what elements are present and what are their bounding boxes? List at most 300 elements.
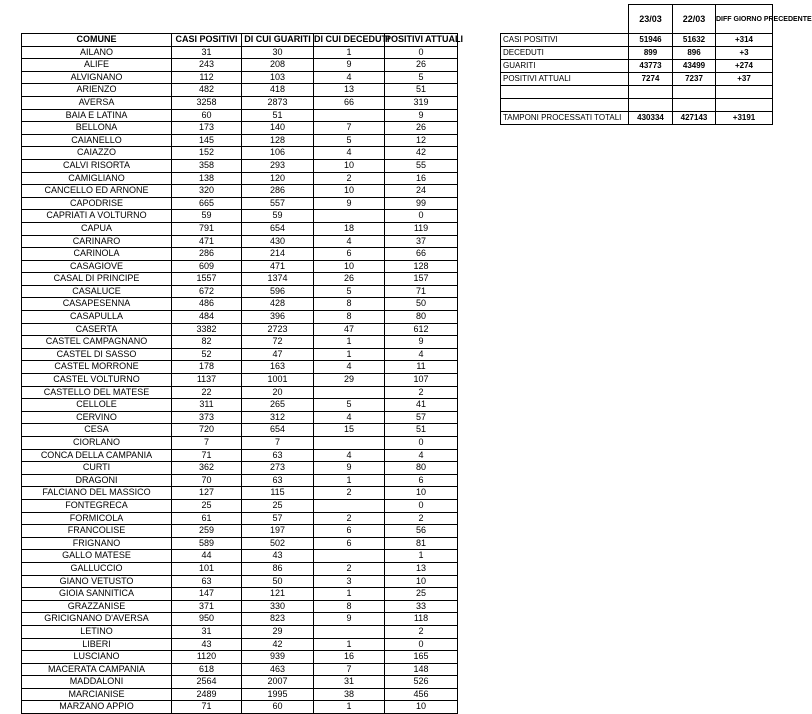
- table-row: [22, 600, 458, 613]
- cell-comune: CASTELLO DEL MATESE: [22, 386, 172, 399]
- cell-positivi-attuali: 12: [385, 134, 458, 147]
- cell-deceduti: 31: [314, 676, 385, 689]
- table-row: [22, 197, 458, 210]
- cell-deceduti: 2: [314, 172, 385, 185]
- cell-positivi-attuali: 526: [385, 676, 458, 689]
- cell-positivi-attuali: 50: [385, 298, 458, 311]
- cell-comune: CASTEL CAMPAGNANO: [22, 336, 172, 349]
- cell-deceduti: 4: [314, 147, 385, 160]
- table-row: [22, 260, 458, 273]
- cell-casi-positivi: 362: [172, 462, 242, 475]
- cell-deceduti: 6: [314, 525, 385, 538]
- cell-casi-positivi: 471: [172, 235, 242, 248]
- cell-guariti: 1001: [242, 374, 314, 387]
- table-row: [22, 537, 458, 550]
- cell-deceduti: [314, 625, 385, 638]
- cell-positivi-attuali: 26: [385, 59, 458, 72]
- cell-deceduti: 18: [314, 222, 385, 235]
- cell-positivi-attuali: 5: [385, 71, 458, 84]
- header-guariti: DI CUI GUARITI: [242, 34, 314, 47]
- cell-casi-positivi: 2564: [172, 676, 242, 689]
- cell-casi-positivi: 145: [172, 134, 242, 147]
- cell-casi-positivi: 71: [172, 701, 242, 714]
- table-row: [22, 386, 458, 399]
- cell-positivi-attuali: 42: [385, 147, 458, 160]
- cell-deceduti: 1: [314, 638, 385, 651]
- cell-casi-positivi: 320: [172, 185, 242, 198]
- table-row: [22, 273, 458, 286]
- cell-deceduti: 4: [314, 71, 385, 84]
- cell-comune: CALVI RISORTA: [22, 159, 172, 172]
- cell-guariti: 330: [242, 600, 314, 613]
- cell-deceduti: 2: [314, 562, 385, 575]
- summary-value-previous: 896: [673, 47, 716, 60]
- municipal-header-row: [22, 34, 458, 47]
- summary-value-diff: +3191: [716, 112, 773, 125]
- table-row: [22, 676, 458, 689]
- cell-guariti: 2007: [242, 676, 314, 689]
- cell-comune: CASAPESENNA: [22, 298, 172, 311]
- cell-guariti: 471: [242, 260, 314, 273]
- cell-guariti: 557: [242, 197, 314, 210]
- cell-positivi-attuali: 56: [385, 525, 458, 538]
- table-row: [22, 575, 458, 588]
- cell-deceduti: 4: [314, 411, 385, 424]
- cell-deceduti: 8: [314, 298, 385, 311]
- table-row: [22, 336, 458, 349]
- summary-value-diff: +3: [716, 47, 773, 60]
- cell-comune: MARCIANISE: [22, 688, 172, 701]
- cell-guariti: 86: [242, 562, 314, 575]
- cell-casi-positivi: 173: [172, 122, 242, 135]
- cell-deceduti: 9: [314, 59, 385, 72]
- summary-value-diff: +37: [716, 73, 773, 86]
- cell-casi-positivi: 60: [172, 109, 242, 122]
- table-row: [22, 134, 458, 147]
- summary-label: TAMPONI PROCESSATI TOTALI: [501, 112, 629, 125]
- summary-label: [501, 99, 629, 112]
- table-row: [22, 638, 458, 651]
- cell-positivi-attuali: 26: [385, 122, 458, 135]
- cell-comune: CAIAZZO: [22, 147, 172, 160]
- cell-comune: GRAZZANISE: [22, 600, 172, 613]
- cell-guariti: 463: [242, 663, 314, 676]
- cell-guariti: 265: [242, 399, 314, 412]
- cell-positivi-attuali: 157: [385, 273, 458, 286]
- cell-guariti: 197: [242, 525, 314, 538]
- cell-positivi-attuali: 612: [385, 323, 458, 336]
- cell-casi-positivi: 25: [172, 499, 242, 512]
- cell-deceduti: 1: [314, 701, 385, 714]
- cell-guariti: 25: [242, 499, 314, 512]
- cell-positivi-attuali: 9: [385, 336, 458, 349]
- summary-header-blank: [501, 5, 629, 34]
- cell-positivi-attuali: 11: [385, 361, 458, 374]
- cell-comune: FRIGNANO: [22, 537, 172, 550]
- table-row: [22, 663, 458, 676]
- table-row: [22, 248, 458, 261]
- cell-casi-positivi: 358: [172, 159, 242, 172]
- cell-comune: CERVINO: [22, 411, 172, 424]
- summary-value-current: 7274: [629, 73, 673, 86]
- table-row: [22, 562, 458, 575]
- cell-positivi-attuali: 1: [385, 550, 458, 563]
- table-row: [22, 374, 458, 387]
- summary-value-current: 430334: [629, 112, 673, 125]
- table-row: [22, 625, 458, 638]
- table-row: [22, 399, 458, 412]
- cell-guariti: 293: [242, 159, 314, 172]
- summary-value-diff: [716, 86, 773, 99]
- cell-positivi-attuali: 66: [385, 248, 458, 261]
- cell-casi-positivi: 1137: [172, 374, 242, 387]
- cell-positivi-attuali: 81: [385, 537, 458, 550]
- cell-deceduti: 1: [314, 474, 385, 487]
- cell-comune: FORMICOLA: [22, 512, 172, 525]
- cell-guariti: 63: [242, 474, 314, 487]
- cell-comune: CAMIGLIANO: [22, 172, 172, 185]
- cell-positivi-attuali: 33: [385, 600, 458, 613]
- cell-casi-positivi: 59: [172, 210, 242, 223]
- table-row: [22, 474, 458, 487]
- cell-deceduti: 10: [314, 159, 385, 172]
- cell-positivi-attuali: 165: [385, 651, 458, 664]
- cell-guariti: 2873: [242, 96, 314, 109]
- cell-casi-positivi: 286: [172, 248, 242, 261]
- cell-comune: FRANCOLISE: [22, 525, 172, 538]
- summary-value-previous: 7237: [673, 73, 716, 86]
- cell-comune: FALCIANO DEL MASSICO: [22, 487, 172, 500]
- cell-guariti: 208: [242, 59, 314, 72]
- cell-casi-positivi: 1557: [172, 273, 242, 286]
- cell-positivi-attuali: 13: [385, 562, 458, 575]
- cell-casi-positivi: 486: [172, 298, 242, 311]
- summary-row: [501, 112, 773, 125]
- cell-deceduti: 1: [314, 336, 385, 349]
- cell-comune: GIOIA SANNITICA: [22, 588, 172, 601]
- cell-deceduti: [314, 437, 385, 450]
- cell-positivi-attuali: 57: [385, 411, 458, 424]
- cell-comune: CAPUA: [22, 222, 172, 235]
- cell-guariti: 72: [242, 336, 314, 349]
- table-row: [22, 285, 458, 298]
- table-row: [22, 499, 458, 512]
- cell-casi-positivi: 609: [172, 260, 242, 273]
- cell-comune: GALLO MATESE: [22, 550, 172, 563]
- cell-comune: FONTEGRECA: [22, 499, 172, 512]
- cell-positivi-attuali: 107: [385, 374, 458, 387]
- cell-casi-positivi: 791: [172, 222, 242, 235]
- summary-row: [501, 60, 773, 73]
- cell-deceduti: [314, 550, 385, 563]
- table-row: [22, 487, 458, 500]
- cell-casi-positivi: 2489: [172, 688, 242, 701]
- cell-positivi-attuali: 2: [385, 386, 458, 399]
- table-row: [22, 159, 458, 172]
- cell-positivi-attuali: 99: [385, 197, 458, 210]
- summary-header-date-previous: 22/03: [673, 5, 716, 34]
- cell-casi-positivi: 43: [172, 638, 242, 651]
- table-row: [22, 701, 458, 714]
- cell-positivi-attuali: 4: [385, 348, 458, 361]
- cell-positivi-attuali: 2: [385, 625, 458, 638]
- cell-guariti: 396: [242, 311, 314, 324]
- cell-deceduti: [314, 499, 385, 512]
- cell-casi-positivi: 147: [172, 588, 242, 601]
- cell-comune: ALVIGNANO: [22, 71, 172, 84]
- cell-comune: MARZANO APPIO: [22, 701, 172, 714]
- cell-deceduti: 1: [314, 348, 385, 361]
- cell-guariti: 51: [242, 109, 314, 122]
- cell-comune: GALLUCCIO: [22, 562, 172, 575]
- summary-row: [501, 34, 773, 47]
- cell-deceduti: 26: [314, 273, 385, 286]
- cell-deceduti: [314, 386, 385, 399]
- cell-guariti: 120: [242, 172, 314, 185]
- cell-comune: CARINOLA: [22, 248, 172, 261]
- cell-casi-positivi: 112: [172, 71, 242, 84]
- cell-guariti: 418: [242, 84, 314, 97]
- cell-positivi-attuali: 148: [385, 663, 458, 676]
- table-row: [22, 311, 458, 324]
- cell-positivi-attuali: 41: [385, 399, 458, 412]
- cell-deceduti: 2: [314, 487, 385, 500]
- cell-deceduti: 38: [314, 688, 385, 701]
- cell-guariti: 286: [242, 185, 314, 198]
- cell-deceduti: 5: [314, 285, 385, 298]
- table-row: [22, 109, 458, 122]
- cell-comune: CONCA DELLA CAMPANIA: [22, 449, 172, 462]
- cell-guariti: 128: [242, 134, 314, 147]
- cell-positivi-attuali: 0: [385, 499, 458, 512]
- cell-casi-positivi: 482: [172, 84, 242, 97]
- summary-label: [501, 86, 629, 99]
- cell-comune: CANCELLO ED ARNONE: [22, 185, 172, 198]
- cell-casi-positivi: 672: [172, 285, 242, 298]
- summary-value-previous: 43499: [673, 60, 716, 73]
- cell-comune: CESA: [22, 424, 172, 437]
- cell-casi-positivi: 259: [172, 525, 242, 538]
- cell-positivi-attuali: 24: [385, 185, 458, 198]
- cell-casi-positivi: 720: [172, 424, 242, 437]
- header-comune: COMUNE: [22, 34, 172, 47]
- table-row: [22, 525, 458, 538]
- cell-casi-positivi: 70: [172, 474, 242, 487]
- summary-value-previous: 51632: [673, 34, 716, 47]
- table-row: [22, 688, 458, 701]
- cell-guariti: 43: [242, 550, 314, 563]
- cell-comune: CURTI: [22, 462, 172, 475]
- cell-deceduti: 6: [314, 537, 385, 550]
- cell-comune: CASAPULLA: [22, 311, 172, 324]
- cell-deceduti: 8: [314, 311, 385, 324]
- cell-casi-positivi: 7: [172, 437, 242, 450]
- cell-guariti: 823: [242, 613, 314, 626]
- cell-guariti: 7: [242, 437, 314, 450]
- cell-comune: CASAL DI PRINCIPE: [22, 273, 172, 286]
- summary-label: POSITIVI ATTUALI: [501, 73, 629, 86]
- cell-comune: GIANO VETUSTO: [22, 575, 172, 588]
- cell-guariti: 57: [242, 512, 314, 525]
- cell-deceduti: [314, 210, 385, 223]
- cell-deceduti: 9: [314, 613, 385, 626]
- cell-positivi-attuali: 118: [385, 613, 458, 626]
- table-row: [22, 361, 458, 374]
- cell-comune: BELLONA: [22, 122, 172, 135]
- table-row: [22, 147, 458, 160]
- cell-positivi-attuali: 80: [385, 462, 458, 475]
- cell-comune: CASAGIOVE: [22, 260, 172, 273]
- table-row: [22, 222, 458, 235]
- cell-positivi-attuali: 0: [385, 437, 458, 450]
- summary-value-previous: 427143: [673, 112, 716, 125]
- cell-deceduti: 1: [314, 588, 385, 601]
- table-row: [22, 424, 458, 437]
- cell-deceduti: 4: [314, 361, 385, 374]
- cell-casi-positivi: 311: [172, 399, 242, 412]
- header-casi-positivi: CASI POSITIVI: [172, 34, 242, 47]
- summary-row: [501, 73, 773, 86]
- cell-deceduti: [314, 109, 385, 122]
- cell-guariti: 42: [242, 638, 314, 651]
- cell-guariti: 939: [242, 651, 314, 664]
- summary-header-date-current: 23/03: [629, 5, 673, 34]
- cell-guariti: 2723: [242, 323, 314, 336]
- cell-positivi-attuali: 456: [385, 688, 458, 701]
- cell-casi-positivi: 373: [172, 411, 242, 424]
- cell-guariti: 60: [242, 701, 314, 714]
- cell-deceduti: 47: [314, 323, 385, 336]
- cell-comune: CASTEL DI SASSO: [22, 348, 172, 361]
- cell-positivi-attuali: 10: [385, 701, 458, 714]
- cell-guariti: 430: [242, 235, 314, 248]
- table-row: [22, 185, 458, 198]
- table-row: [22, 59, 458, 72]
- cell-deceduti: 7: [314, 663, 385, 676]
- municipal-cases-table: [21, 33, 463, 714]
- table-row: [22, 172, 458, 185]
- cell-deceduti: 3: [314, 575, 385, 588]
- cell-casi-positivi: 3382: [172, 323, 242, 336]
- cell-positivi-attuali: 0: [385, 210, 458, 223]
- summary-value-current: 51946: [629, 34, 673, 47]
- cell-guariti: 428: [242, 298, 314, 311]
- cell-positivi-attuali: 319: [385, 96, 458, 109]
- cell-deceduti: 4: [314, 449, 385, 462]
- cell-guariti: 273: [242, 462, 314, 475]
- cell-positivi-attuali: 128: [385, 260, 458, 273]
- cell-positivi-attuali: 51: [385, 424, 458, 437]
- cell-casi-positivi: 618: [172, 663, 242, 676]
- cell-deceduti: 4: [314, 235, 385, 248]
- cell-positivi-attuali: 71: [385, 285, 458, 298]
- cell-guariti: 63: [242, 449, 314, 462]
- cell-guariti: 29: [242, 625, 314, 638]
- table-row: [22, 323, 458, 336]
- summary-label: DECEDUTI: [501, 47, 629, 60]
- cell-casi-positivi: 82: [172, 336, 242, 349]
- summary-value-previous: [673, 86, 716, 99]
- table-row: [22, 613, 458, 626]
- cell-casi-positivi: 152: [172, 147, 242, 160]
- cell-positivi-attuali: 51: [385, 84, 458, 97]
- table-row: [22, 298, 458, 311]
- cell-casi-positivi: 31: [172, 625, 242, 638]
- cell-comune: ARIENZO: [22, 84, 172, 97]
- cell-comune: DRAGONI: [22, 474, 172, 487]
- cell-guariti: 312: [242, 411, 314, 424]
- cell-casi-positivi: 3258: [172, 96, 242, 109]
- table-row: [22, 449, 458, 462]
- cell-positivi-attuali: 119: [385, 222, 458, 235]
- cell-positivi-attuali: 4: [385, 449, 458, 462]
- cell-guariti: 163: [242, 361, 314, 374]
- cell-deceduti: 16: [314, 651, 385, 664]
- table-row: [22, 71, 458, 84]
- cell-positivi-attuali: 6: [385, 474, 458, 487]
- cell-guariti: 1374: [242, 273, 314, 286]
- table-row: [22, 462, 458, 475]
- cell-casi-positivi: 52: [172, 348, 242, 361]
- cell-comune: MACERATA CAMPANIA: [22, 663, 172, 676]
- cell-guariti: 214: [242, 248, 314, 261]
- cell-casi-positivi: 61: [172, 512, 242, 525]
- summary-value-current: 899: [629, 47, 673, 60]
- cell-comune: CIORLANO: [22, 437, 172, 450]
- cell-comune: MADDALONI: [22, 676, 172, 689]
- cell-casi-positivi: 243: [172, 59, 242, 72]
- cell-comune: LETINO: [22, 625, 172, 638]
- cell-casi-positivi: 1120: [172, 651, 242, 664]
- table-row: [22, 122, 458, 135]
- cell-guariti: 59: [242, 210, 314, 223]
- cell-casi-positivi: 63: [172, 575, 242, 588]
- cell-comune: CAPRIATI A VOLTURNO: [22, 210, 172, 223]
- cell-casi-positivi: 22: [172, 386, 242, 399]
- cell-casi-positivi: 101: [172, 562, 242, 575]
- cell-comune: AILANO: [22, 46, 172, 59]
- cell-casi-positivi: 371: [172, 600, 242, 613]
- table-row: [22, 210, 458, 223]
- cell-casi-positivi: 127: [172, 487, 242, 500]
- cell-guariti: 140: [242, 122, 314, 135]
- cell-guariti: 47: [242, 348, 314, 361]
- cell-casi-positivi: 484: [172, 311, 242, 324]
- cell-comune: CARINARO: [22, 235, 172, 248]
- cell-deceduti: 10: [314, 185, 385, 198]
- cell-positivi-attuali: 55: [385, 159, 458, 172]
- cell-deceduti: 7: [314, 122, 385, 135]
- cell-casi-positivi: 589: [172, 537, 242, 550]
- table-row: [22, 235, 458, 248]
- summary-value-current: 43773: [629, 60, 673, 73]
- cell-positivi-attuali: 37: [385, 235, 458, 248]
- summary-value-current: [629, 86, 673, 99]
- cell-deceduti: 29: [314, 374, 385, 387]
- cell-casi-positivi: 71: [172, 449, 242, 462]
- cell-positivi-attuali: 2: [385, 512, 458, 525]
- cell-comune: CASALUCE: [22, 285, 172, 298]
- summary-label: CASI POSITIVI: [501, 34, 629, 47]
- cell-guariti: 30: [242, 46, 314, 59]
- table-row: [22, 651, 458, 664]
- cell-deceduti: 13: [314, 84, 385, 97]
- summary-row: [501, 47, 773, 60]
- summary-header-row: [501, 5, 773, 34]
- cell-guariti: 1995: [242, 688, 314, 701]
- summary-value-diff: +314: [716, 34, 773, 47]
- cell-positivi-attuali: 10: [385, 487, 458, 500]
